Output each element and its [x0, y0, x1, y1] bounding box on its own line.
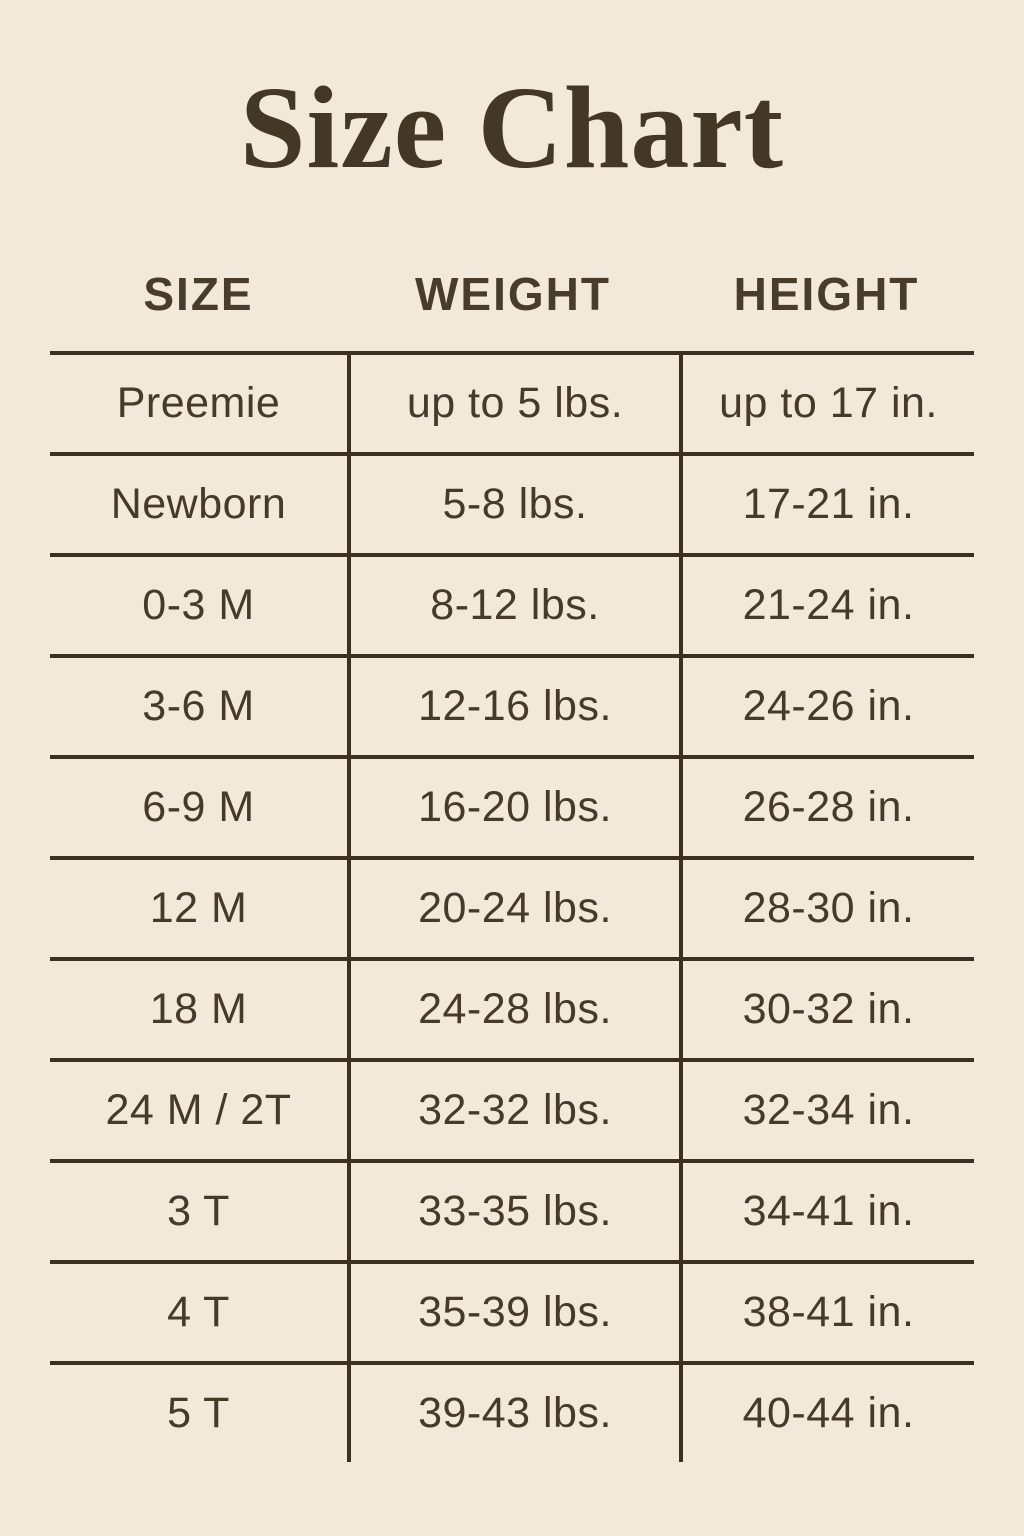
- cell-weight: 39-43 lbs.: [347, 1365, 679, 1462]
- table-row: [50, 1365, 974, 1462]
- column-header-weight: WEIGHT: [415, 268, 611, 321]
- cell-height: 34-41 in.: [679, 1163, 974, 1260]
- cell-height: 17-21 in.: [679, 456, 974, 553]
- cell-weight: 33-35 lbs.: [347, 1163, 679, 1260]
- table-row: [50, 759, 974, 860]
- cell-size: 4 T: [167, 1288, 230, 1337]
- cell-height: 40-44 in.: [679, 1365, 974, 1462]
- cell-size: 6-9 M: [142, 783, 255, 832]
- cell-weight: 20-24 lbs.: [347, 860, 679, 957]
- table-row: [50, 557, 974, 658]
- cell-size: Newborn: [110, 480, 287, 529]
- cell-size: 24 M / 2T: [105, 1086, 292, 1135]
- cell-height: 32-34 in.: [679, 1062, 974, 1159]
- cell-height: 24-26 in.: [679, 658, 974, 755]
- page-title: Size Chart: [239, 62, 785, 193]
- cell-height: 26-28 in.: [679, 759, 974, 856]
- cell-size: 3-6 M: [142, 682, 255, 731]
- cell-weight: 16-20 lbs.: [347, 759, 679, 856]
- cell-size: 5 T: [167, 1389, 230, 1438]
- cell-weight: up to 5 lbs.: [347, 355, 679, 452]
- cell-size: 12 M: [149, 884, 248, 933]
- column-header-height: HEIGHT: [733, 268, 920, 321]
- table-header-row: [50, 263, 974, 325]
- cell-weight: 24-28 lbs.: [347, 961, 679, 1058]
- cell-size: 3 T: [167, 1187, 230, 1236]
- table-row: [50, 1264, 974, 1365]
- cell-height: 28-30 in.: [679, 860, 974, 957]
- table-row: [50, 658, 974, 759]
- table-row: [50, 355, 974, 456]
- table-row: [50, 1062, 974, 1163]
- cell-size: Preemie: [116, 379, 281, 428]
- cell-height: 21-24 in.: [679, 557, 974, 654]
- cell-height: 30-32 in.: [679, 961, 974, 1058]
- column-header-size: SIZE: [143, 268, 254, 321]
- cell-size: 18 M: [149, 985, 248, 1034]
- cell-height: 38-41 in.: [679, 1264, 974, 1361]
- cell-weight: 8-12 lbs.: [347, 557, 679, 654]
- table-row: [50, 456, 974, 557]
- cell-weight: 12-16 lbs.: [347, 658, 679, 755]
- table-row: [50, 1163, 974, 1264]
- cell-size: 0-3 M: [142, 581, 255, 630]
- cell-weight: 5-8 lbs.: [347, 456, 679, 553]
- cell-weight: 32-32 lbs.: [347, 1062, 679, 1159]
- cell-weight: 35-39 lbs.: [347, 1264, 679, 1361]
- table-row: [50, 961, 974, 1062]
- cell-height: up to 17 in.: [679, 355, 974, 452]
- size-table-body: [50, 351, 974, 1462]
- table-row: [50, 860, 974, 961]
